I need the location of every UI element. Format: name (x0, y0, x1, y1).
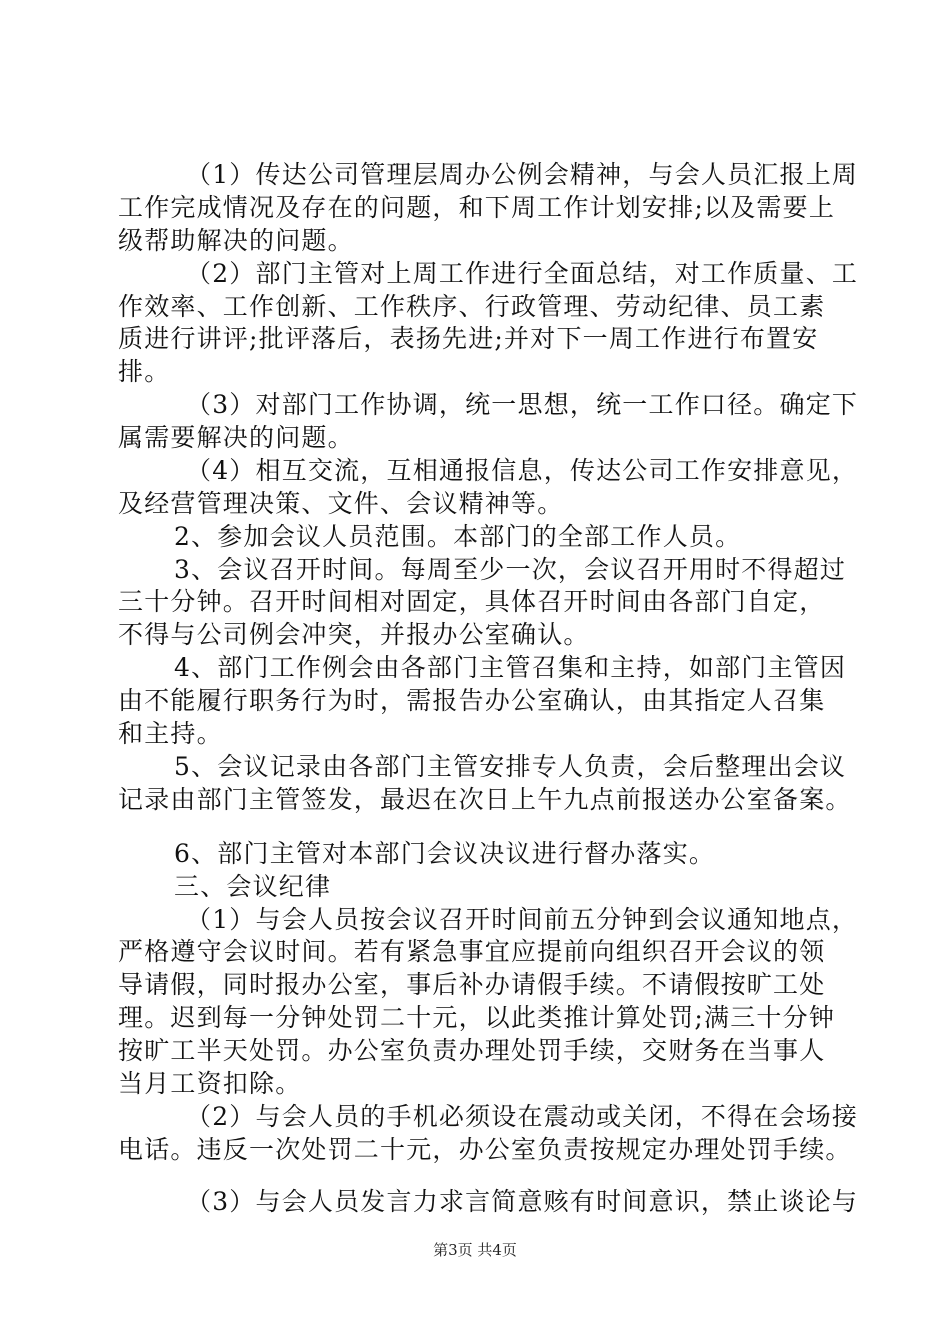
text-line: 4、部门工作例会由各部门主管召集和主持，如部门主管因 (174, 653, 847, 682)
text-line: （2）部门主管对上周工作进行全面总结，对工作质量、工 (186, 259, 859, 288)
text-line: 按旷工半天处罚。办公室负责办理处罚手续，交财务在当事人 (118, 1036, 826, 1065)
text-line: 由不能履行职务行为时，需报告办公室确认，由其指定人召集 (118, 686, 826, 715)
text-line: 三十分钟。召开时间相对固定，具体召开时间由各部门自定， (118, 587, 826, 616)
text-line: 电话。违反一次处罚二十元，办公室负责按规定办理处罚手续。 (118, 1135, 852, 1164)
text-line: 2、参加会议人员范围。本部门的全部工作人员。 (174, 522, 742, 551)
text-line: 不得与公司例会冲突，并报办公室确认。 (118, 620, 590, 649)
text-line: 严格遵守会议时间。若有紧急事宜应提前向组织召开会议的领 (118, 937, 826, 966)
text-line: （2）与会人员的手机必须设在震动或关闭，不得在会场接 (186, 1102, 859, 1131)
text-line: 记录由部门主管签发，最迟在次日上午九点前报送办公室备案。 (118, 785, 852, 814)
text-line: 和主持。 (118, 719, 223, 748)
text-line: 属需要解决的问题。 (118, 423, 354, 452)
text-line: （1）与会人员按会议召开时间前五分钟到会议通知地点， (186, 905, 859, 934)
text-line: 3、会议召开时间。每周至少一次，会议召开用时不得超过 (174, 555, 847, 584)
page-footer: 第3页 共4页 (433, 1241, 517, 1259)
text-line: 排。 (118, 357, 171, 386)
text-line: （1）传达公司管理层周办公例会精神，与会人员汇报上周 (186, 160, 859, 189)
text-line: 导请假，同时报办公室，事后补办请假手续。不请假按旷工处 (118, 970, 826, 999)
text-line: 级帮助解决的问题。 (118, 226, 354, 255)
section-heading: 三、会议纪律 (174, 872, 332, 901)
text-line: （3）与会人员发言力求言简意赅有时间意识，禁止谈论与 (186, 1187, 859, 1216)
text-line: 工作完成情况及存在的问题，和下周工作计划安排;以及需要上 (118, 193, 836, 222)
text-line: 当月工资扣除。 (118, 1069, 302, 1098)
text-line: 6、部门主管对本部门会议决议进行督办落实。 (174, 839, 716, 868)
text-line: （4）相互交流，互相通报信息，传达公司工作安排意见， (186, 456, 859, 485)
text-line: 质进行讲评;批评落后，表扬先进;并对下一周工作进行布置安 (118, 324, 819, 353)
text-line: 理。迟到每一分钟处罚二十元，以此类推计算处罚;满三十分钟 (118, 1003, 836, 1032)
text-line: 5、会议记录由各部门主管安排专人负责，会后整理出会议 (174, 752, 847, 781)
text-line: 及经营管理决策、文件、会议精神等。 (118, 489, 564, 518)
text-line: （3）对部门工作协调，统一思想，统一工作口径。确定下 (186, 390, 859, 419)
text-line: 作效率、工作创新、工作秩序、行政管理、劳动纪律、员工素 (118, 292, 826, 321)
